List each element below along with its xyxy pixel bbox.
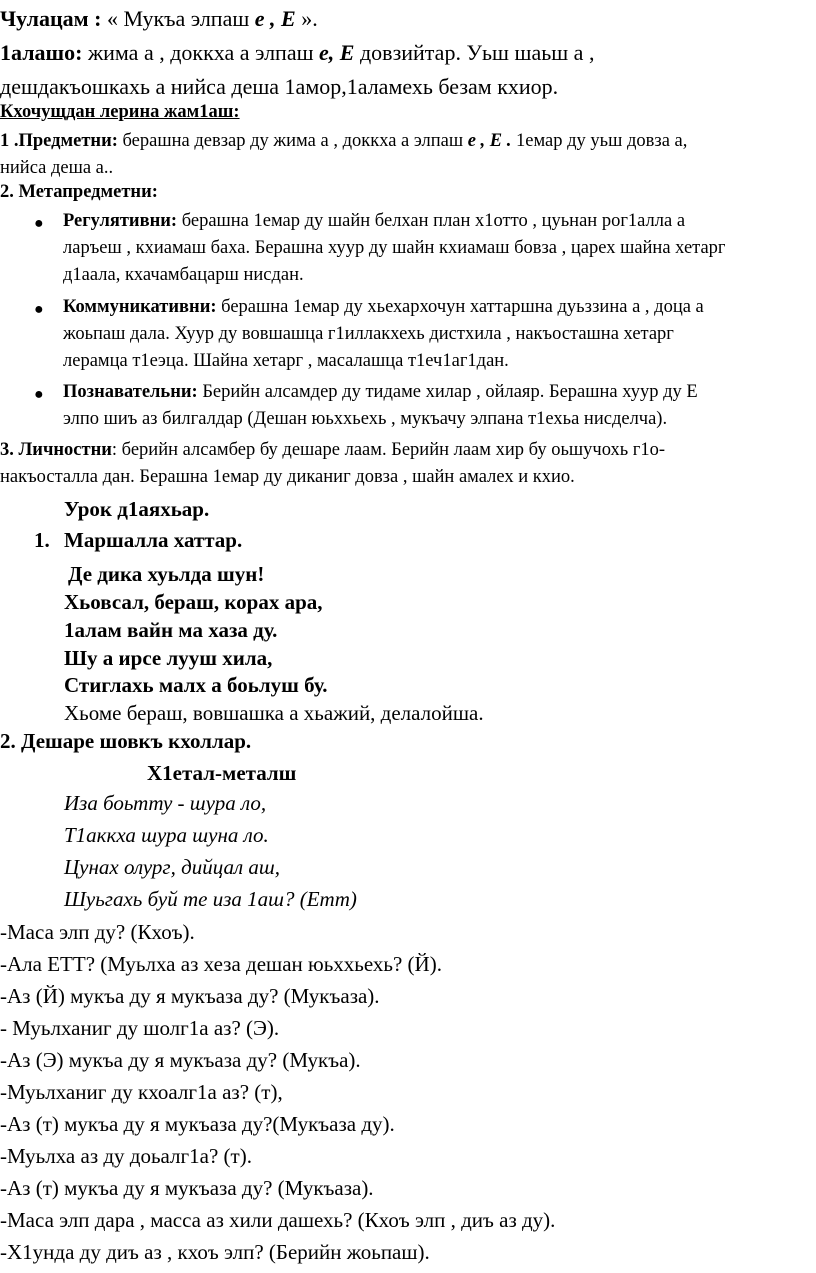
personal-line-1 [0,440,665,461]
meta-regulative-text-1: берашна 1емар ду шайн белхан план х1отто , цуьнан рог1алла а [177,211,686,231]
topic-text-open: « Мукъа элпаш [101,6,255,31]
meta-regulative-label: Регулятивни: [63,211,178,231]
personal-line-2: накъосталла дан. Берашна 1емар ду диканиг довза , шайн амалех и кхио. [0,467,575,487]
bullet-icon: ● [34,301,44,318]
meta-communicative-line-1 [63,297,704,318]
meta-communicative-label: Коммуникативни: [63,297,217,317]
poem-line-1: Де дика хуьлда шун! [68,562,265,586]
meta-communicative-line-3: лерамца т1еэца. Шайна хетарг , масалашца т1еч1аг1дан. [63,351,509,371]
poem-line-3: 1алам вайн ма хаза ду. [64,618,278,642]
bullet-icon: ● [34,386,44,403]
step1-number: 1. [34,528,50,552]
dialogue-line: - Муьлханиг ду шолг1а аз? (Э). [0,1016,280,1040]
goal-text-1: жима а , доккха а элпаш [82,40,320,65]
meta-cognitive-line-2: элпо шиъ аз билгалдар (Дешан юьххьехь , мукъачу элпана т1ехьа нисделча). [63,409,668,429]
goal-letters: е, Е [319,40,355,65]
results-heading: Кхочущдан лерина жам1аш: [0,102,240,122]
meta-heading: 2. Метапредметни: [0,182,158,202]
step1-title: Маршалла хаттар. [64,528,243,552]
topic-text-close: ». [295,6,318,31]
dialogue-line: -Х1унда ду диъ аз , кхоъ элп? (Берийн жоьпаш). [0,1240,430,1264]
subject-line-2: нийса деша а.. [0,158,114,178]
riddle-line-3: Цунах олург, дийцал аш, [64,855,280,879]
goal-line-1 [0,40,594,65]
subject-text-2: 1емар ду уьш довза а, [511,131,688,151]
dialogue-line: -Аз (Й) мукъа ду я мукъаза ду? (Мукъаза). [0,984,380,1008]
subject-text-1: берашна девзар ду жима а , доккха а элпаш [117,131,468,151]
meta-cognitive-text-1: Берийн алсамдер ду тидаме хилар , ойлаяр. Берашна хуур ду Е [197,382,698,402]
meta-regulative-line-2: ларъеш , кхиамаш баха. Берашна хуур ду шайн кхиамаш бовза , царех шайна хетарг [63,238,726,258]
topic-letters: е , Е [254,6,296,31]
goal-text-2: довзийтар. Уьш шаьш а , [354,40,595,65]
riddle-title: Х1етал-металш [147,761,297,785]
meta-communicative-text-1: берашна 1емар ду хьехархочун хаттаршна дуьззина а , доца а [216,297,704,317]
bullet-icon: ● [34,215,44,232]
dialogue-line: -Маса элп ду? (Кхоъ). [0,920,195,944]
lesson-heading: Урок д1аяхьар. [64,497,210,521]
meta-communicative-line-2: жоьпаш дала. Хуур ду вовшашца г1иллакхехь дистхила , накъосташна хетарг [63,324,674,344]
meta-cognitive-line-1 [63,382,698,403]
goal-label: 1алашо: [0,40,83,65]
topic-label: Чулацам : [0,6,102,31]
subject-line-1 [0,131,687,152]
riddle-line-1: Иза боьтту - шура ло, [64,791,267,815]
dialogue-line: -Аз (Э) мукъа ду я мукъаза ду? (Мукъа). [0,1048,361,1072]
meta-cognitive-label: Познавательни: [63,382,198,402]
subject-label: 1 .Предметни: [0,131,118,151]
subject-letters: е , Е . [467,131,512,151]
dialogue-line: -Маса элп дара , масса аз хили дашехь? (Кхоъ элп , диъ аз ду). [0,1208,556,1232]
dialogue-line: -Аз (т) мукъа ду я мукъаза ду? (Мукъаза). [0,1176,374,1200]
personal-label: 3. Личностни [0,440,112,460]
dialogue-line: -Муьлханиг ду кхоалг1а аз? (т), [0,1080,283,1104]
step2-heading: 2. Дешаре шовкъ кхоллар. [0,729,252,753]
meta-regulative-line-1 [63,211,685,232]
poem-line-2: Хьовсал, бераш, корах ара, [64,590,323,614]
riddle-line-4: Шуьгахь буй те иза 1аш? (Етт) [64,887,357,911]
meta-regulative-line-3: д1аала, кхачамбацарш нисдан. [63,265,304,285]
dialogue-line: -Муьлха аз ду доьалг1а? (т). [0,1144,252,1168]
poem-line-5: Стиглахь малх а боьлуш бу. [64,673,328,697]
poem-closing: Хьоме бераш, вовшашка а хьажий, делалойша. [64,701,484,725]
dialogue-line: -Ала ЕТТ? (Муьлха аз хеза дешан юьххьехь? (Й). [0,952,442,976]
poem-line-4: Шу а ирсе лууш хила, [64,646,273,670]
personal-text-1: : берийн алсамбер бу дешаре лаам. Берийн лаам хир бу оьшучохь г1о- [111,440,666,460]
goal-line-2: дешдакъошкахь а нийса деша 1амор,1аламехь безам кхиор. [0,74,559,99]
topic-line [0,6,318,31]
dialogue-line: -Аз (т) мукъа ду я мукъаза ду?(Мукъаза ду). [0,1112,395,1136]
riddle-line-2: Т1аккха шура шуна ло. [64,823,269,847]
